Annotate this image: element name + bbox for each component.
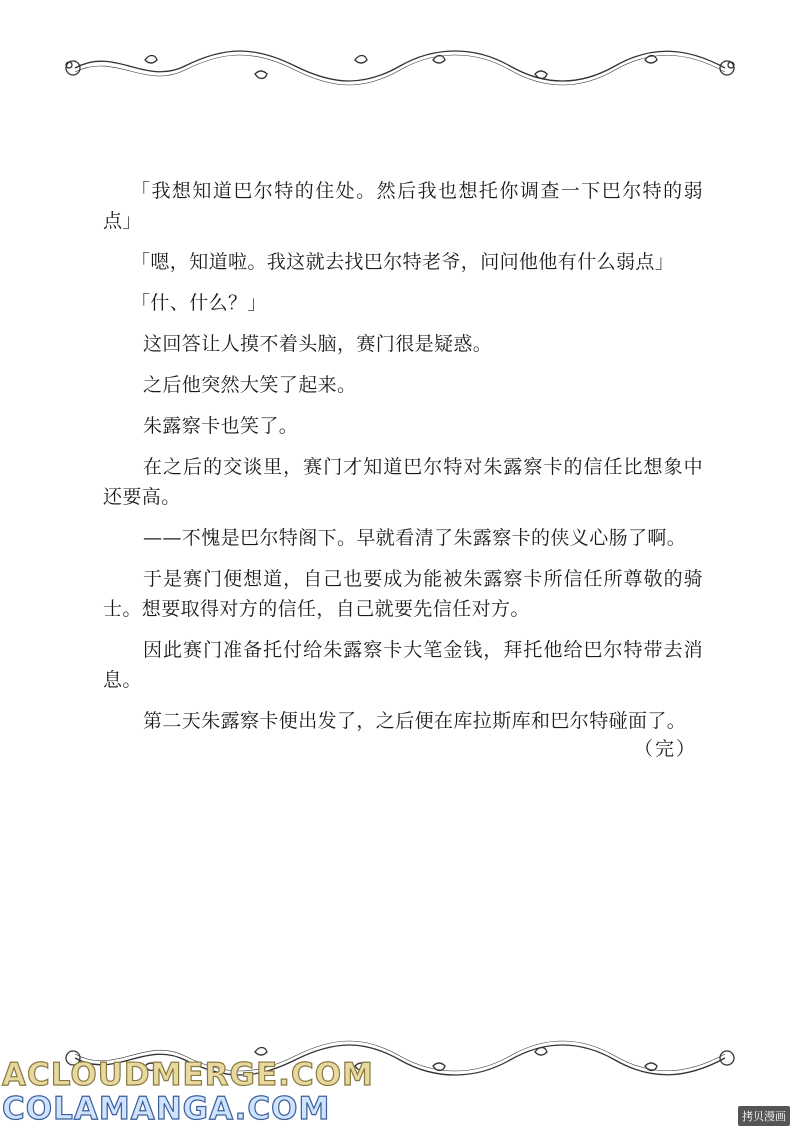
paragraph: ——不愧是巴尔特阁下。早就看清了朱露察卡的侠义心肠了啊。 — [143, 527, 687, 549]
end-mark: （完） — [633, 738, 697, 760]
paragraph: 之后他突然大笑了起来。 — [143, 374, 357, 396]
paragraph: 「什、什么？」 — [131, 292, 267, 314]
watermark-colamanga: COLAMANGA.COM — [2, 1091, 331, 1127]
paragraph: 「嗯，知道啦。我这就去找巴尔特老爷，问问他他有什么弱点」 — [131, 251, 675, 273]
watermark-small-badge: 拷贝漫画 — [738, 1106, 790, 1126]
paragraph: 朱露察卡也笑了。 — [143, 415, 299, 437]
top-ornamental-border — [55, 46, 745, 86]
body-text — [103, 176, 703, 747]
paragraph: 于是赛门便想道，自己也要成为能被朱露察卡所信任所尊敬的骑士。想要取得对方的信任，自己就要先信任对方。 — [103, 568, 703, 620]
paragraph: 在之后的交谈里，赛门才知道巴尔特对朱露察卡的信任比想象中还要高。 — [103, 456, 703, 508]
paragraph: 因此赛门准备托付给朱露察卡大笔金钱，拜托他给巴尔特带去消息。 — [103, 639, 703, 691]
paragraph: 「我想知道巴尔特的住处。然后我也想托你调查一下巴尔特的弱点」 — [103, 180, 703, 232]
paragraph: 这回答让人摸不着头脑，赛门很是疑惑。 — [143, 333, 493, 355]
watermark-acloudmerge: ACLOUDMERGE.COM — [2, 1057, 374, 1093]
paragraph: 第二天朱露察卡便出发了，之后便在库拉斯库和巴尔特碰面了。 — [143, 710, 687, 732]
